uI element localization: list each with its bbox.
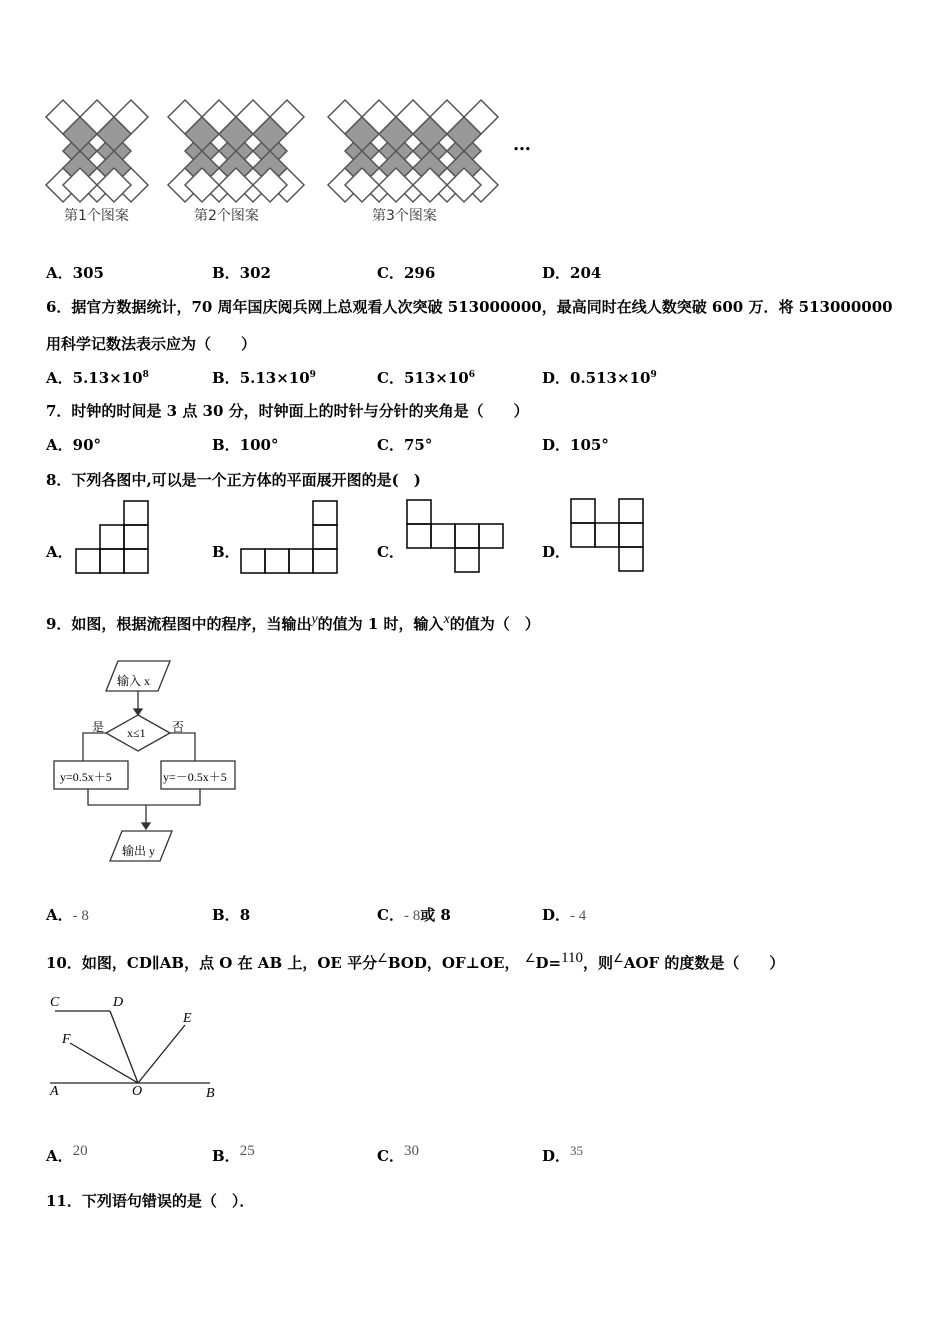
q7-option-b[interactable]: B．100° xyxy=(212,436,279,454)
point-label-e: E xyxy=(183,1011,192,1026)
pattern-caption-1: 第1个图案 xyxy=(64,208,129,224)
point-label-a: A xyxy=(50,1084,59,1099)
q6-option-c[interactable]: C．$513\times 10^6$ xyxy=(377,369,475,387)
point-label-f: F xyxy=(62,1032,71,1047)
q7-option-a[interactable]: A．90° xyxy=(46,436,102,454)
q8-label-c[interactable]: C． xyxy=(377,543,404,561)
q8-label-d[interactable]: D． xyxy=(542,543,571,561)
q8-label-a[interactable]: A． xyxy=(46,543,73,561)
diamond-tiles xyxy=(46,100,498,202)
net-figure-a[interactable] xyxy=(75,500,151,574)
q5-option-b[interactable]: B．302 xyxy=(212,264,271,282)
q6-option-a[interactable]: A．$5.13\times 10^8$ xyxy=(46,369,149,387)
q11-stem: 11．下列语句错误的是（ ）． xyxy=(46,1192,255,1210)
flow-yes-label: 是 xyxy=(92,720,105,734)
q10-option-c[interactable]: C．$^{30}$ xyxy=(377,1143,419,1165)
q7-option-c[interactable]: C．75° xyxy=(377,436,433,454)
q9-option-a[interactable]: A．- 8 xyxy=(46,906,89,924)
pattern-ellipsis: … xyxy=(513,134,531,155)
q7-stem: 7．时钟的时间是 3 点 30 分，时钟面上的时针与分针的夹角是（ ） xyxy=(46,402,529,420)
q5-option-a[interactable]: A．305 xyxy=(46,264,104,282)
pattern-figures xyxy=(40,95,540,205)
q6-stem-line2: 用科学记数法表示应为（ ） xyxy=(46,335,257,353)
q10-option-a[interactable]: A．$^{20}$ xyxy=(46,1143,88,1165)
flow-no-label: 否 xyxy=(172,720,185,734)
q5-option-d[interactable]: D．204 xyxy=(542,264,602,282)
q8-label-b[interactable]: B． xyxy=(212,543,240,561)
q6-option-d[interactable]: D．$0.513\times 10^9$ xyxy=(542,369,657,387)
net-figure-d[interactable] xyxy=(570,498,650,576)
q10-stem: 10．如图，CD∥AB，点 O 在 AB 上，OE 平分∠BOD，OF⊥OE， ∠D=$^{110}$，则∠AOF 的度数是（ ） xyxy=(46,950,785,972)
q10-option-d[interactable]: D．$^{35}$ xyxy=(542,1143,584,1165)
q8-stem: 8．下列各图中,可以是一个正方体的平面展开图的是( ) xyxy=(46,471,421,489)
point-label-c: C xyxy=(50,995,60,1010)
net-figure-c[interactable] xyxy=(406,499,506,575)
q5-option-c[interactable]: C．296 xyxy=(377,264,436,282)
flow-input-text: 输入 x xyxy=(117,674,151,688)
q9-option-b[interactable]: B．8 xyxy=(212,906,251,924)
q10-option-b[interactable]: B．$^{25}$ xyxy=(212,1143,255,1165)
net-figure-b[interactable] xyxy=(240,500,340,574)
pattern-caption-2: 第2个图案 xyxy=(194,208,259,224)
pattern-caption-3: 第3个图案 xyxy=(372,208,437,224)
point-label-o: O xyxy=(132,1084,143,1099)
point-label-b: B xyxy=(206,1086,215,1101)
q9-stem: 9．如图，根据流程图中的程序，当输出$^y$的值为 1 时，输入$^x$的值为（ ） xyxy=(46,612,540,633)
flow-right-box-text: y=－0.5x＋5 xyxy=(163,770,227,784)
flow-left-box-text: y=0.5x＋5 xyxy=(60,770,112,784)
q9-option-c[interactable]: C．- 8或 8 xyxy=(377,906,451,924)
q7-option-d[interactable]: D．105° xyxy=(542,436,609,454)
q6-option-b[interactable]: B．$5.13\times 10^9$ xyxy=(212,369,316,387)
q9-option-d[interactable]: D．- 4 xyxy=(542,906,587,924)
q6-stem-line1: 6．据官方数据统计，70 周年国庆阅兵网上总观看人次突破 513000000，最高同时在线人数突破 600 万．将 513000000 xyxy=(46,298,893,316)
flow-condition-text: x≤1 xyxy=(127,726,146,740)
point-label-d: D xyxy=(113,995,124,1010)
flow-output-text: 输出 y xyxy=(122,844,156,858)
